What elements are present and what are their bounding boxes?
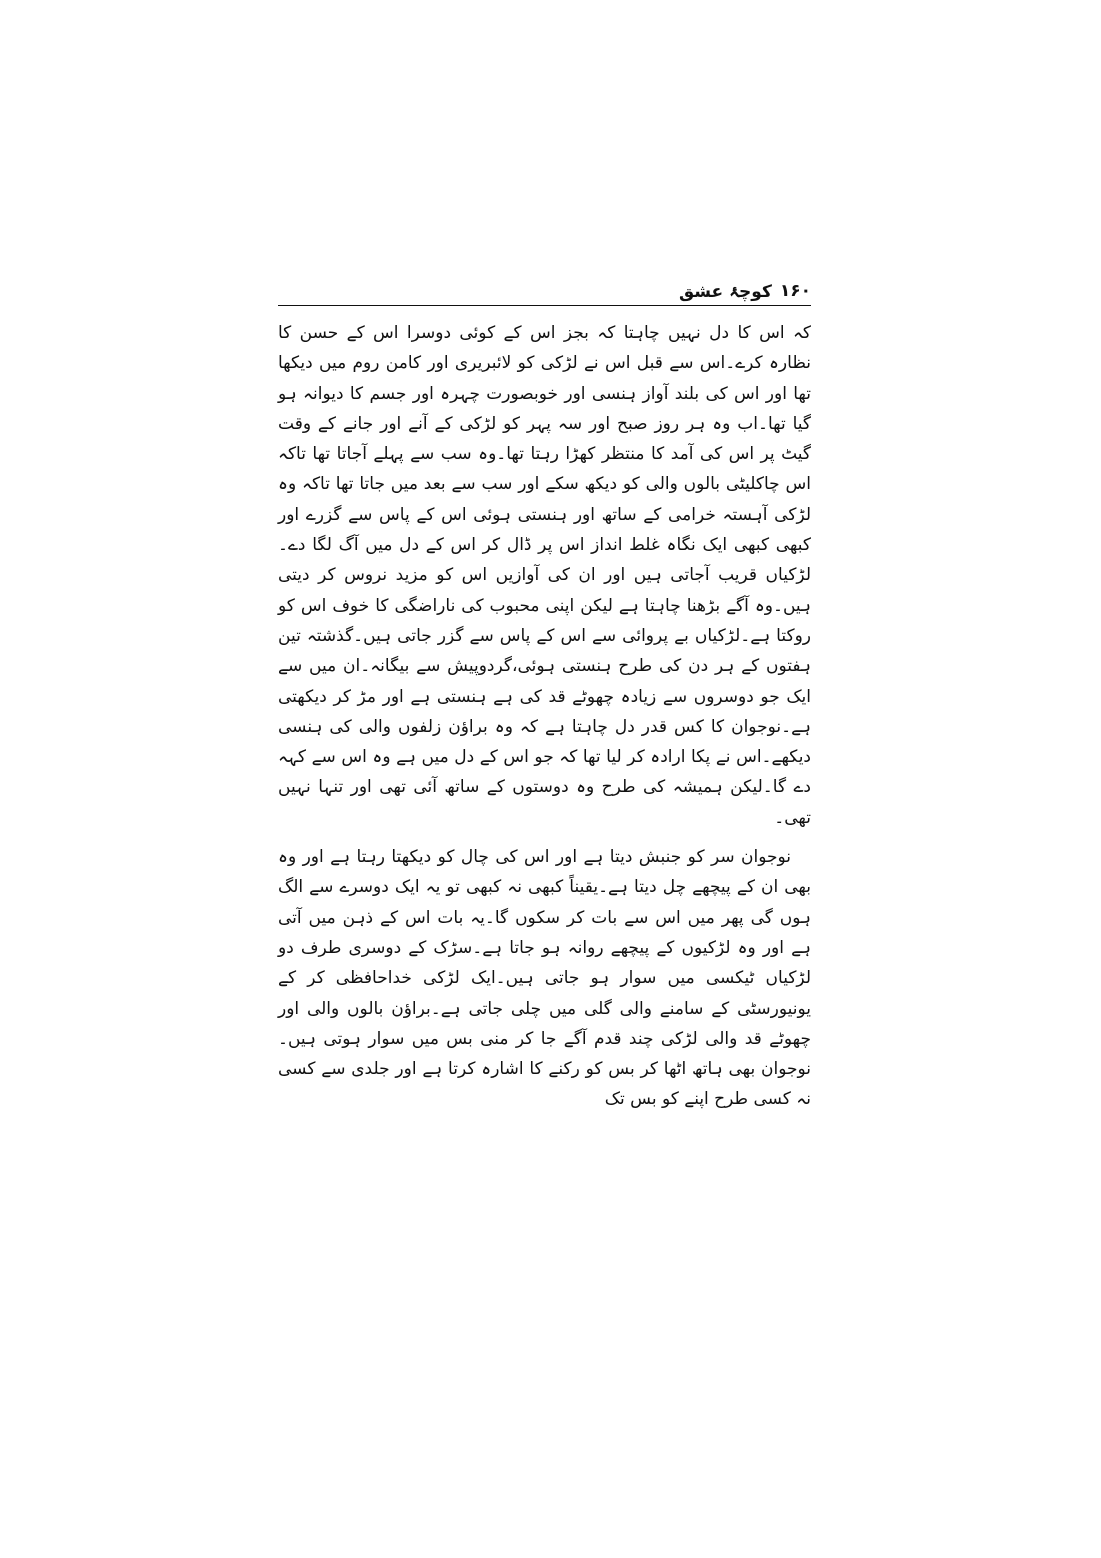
running-header (278, 279, 811, 303)
paragraph: نوجوان سر کو جنبش دیتا ہے اور اس کی چال کو دیکھتا رہتا ہے اور وہ بھی ان کے پیچھے چل دیتا ہے۔یقیناً کبھی نہ کبھی تو یہ ایک دوسرے سے الگ ہوں گی پھر میں اس سے بات کر سکوں گا۔یہ بات اس کے ذہن میں آتی ہے اور وہ لڑکیوں کے پیچھے روانہ ہو جاتا ہے۔سڑک کے دوسری طرف دو لڑکیاں ٹیکسی میں سوار ہو جاتی ہیں۔ایک لڑکی خداحافظی کر کے یونیورسٹی کے سامنے والی گلی میں چلی جاتی ہے۔براؤن بالوں والی اور چھوٹے قد والی لڑکی چند قدم آگے جا کر منی بس میں سوار ہوتی ہیں۔نوجوان بھی ہاتھ اٹھا کر بس کو رکنے کا اشارہ کرتا ہے اور جلدی سے کسی نہ کسی طرح اپنے کو بس تک (278, 847, 811, 1110)
paragraph: کہ اس کا دل نہیں چاہتا کہ بجز اس کے کوئی دوسرا اس کے حسن کا نظارہ کرے۔اس سے قبل اس نے لڑکی کو لائبریری اور کامن روم میں دیکھا تھا اور اس کی بلند آواز ہنسی اور خوبصورت چہرہ اور جسم کا دیوانہ ہو گیا تھا۔اب وہ ہر روز صبح اور سہ پہر کو لڑکی کے آنے اور جانے کے وقت گیٹ پر اس کی آمد کا منتظر کھڑا رہتا تھا۔وہ سب سے پہلے آجاتا تھا تاکہ اس چاکلیٹی بالوں والی کو دیکھ سکے اور سب سے بعد میں جاتا تھا تاکہ وہ لڑکی آہستہ خرامی کے ساتھ اور ہنستی ہوئی اس کے پاس سے گزرے اور کبھی کبھی ایک نگاہ غلط انداز اس پر ڈال کر اس کے دل میں آگ لگا دے۔لڑکیاں قریب آجاتی ہیں اور ان کی آوازیں اس کو مزید نروس کر دیتی ہیں۔وہ آگے بڑھنا چاہتا ہے لیکن اپنی محبوب کی ناراضگی کا خوف اس کو روکتا ہے۔لڑکیاں بے پروائی سے اس کے پاس سے گزر جاتی ہیں۔گذشتہ تین ہفتوں کے ہر دن کی طرح ہنستی ہوئی،گردوپیش سے بیگانہ۔ان میں سے ایک جو دوسروں سے زیادہ چھوٹے قد کی ہے ہنستی ہے اور مڑ کر دیکھتی ہے۔نوجوان کا کس قدر دل چاہتا ہے کہ وہ براؤن زلفوں والی کی ہنسی دیکھے۔اس نے پکا ارادہ کر لیا تھا کہ جو اس کے دل میں ہے وہ اس سے کہہ دے گا۔لیکن ہمیشہ کی طرح وہ دوستوں کے ساتھ آئی تھی اور تنہا نہیں تھی۔ (278, 323, 811, 828)
page-number: ۱۶۰ (779, 281, 811, 301)
book-title: کوچۂ عشق (678, 281, 772, 302)
header-divider (278, 305, 811, 306)
body-text (278, 318, 811, 1115)
